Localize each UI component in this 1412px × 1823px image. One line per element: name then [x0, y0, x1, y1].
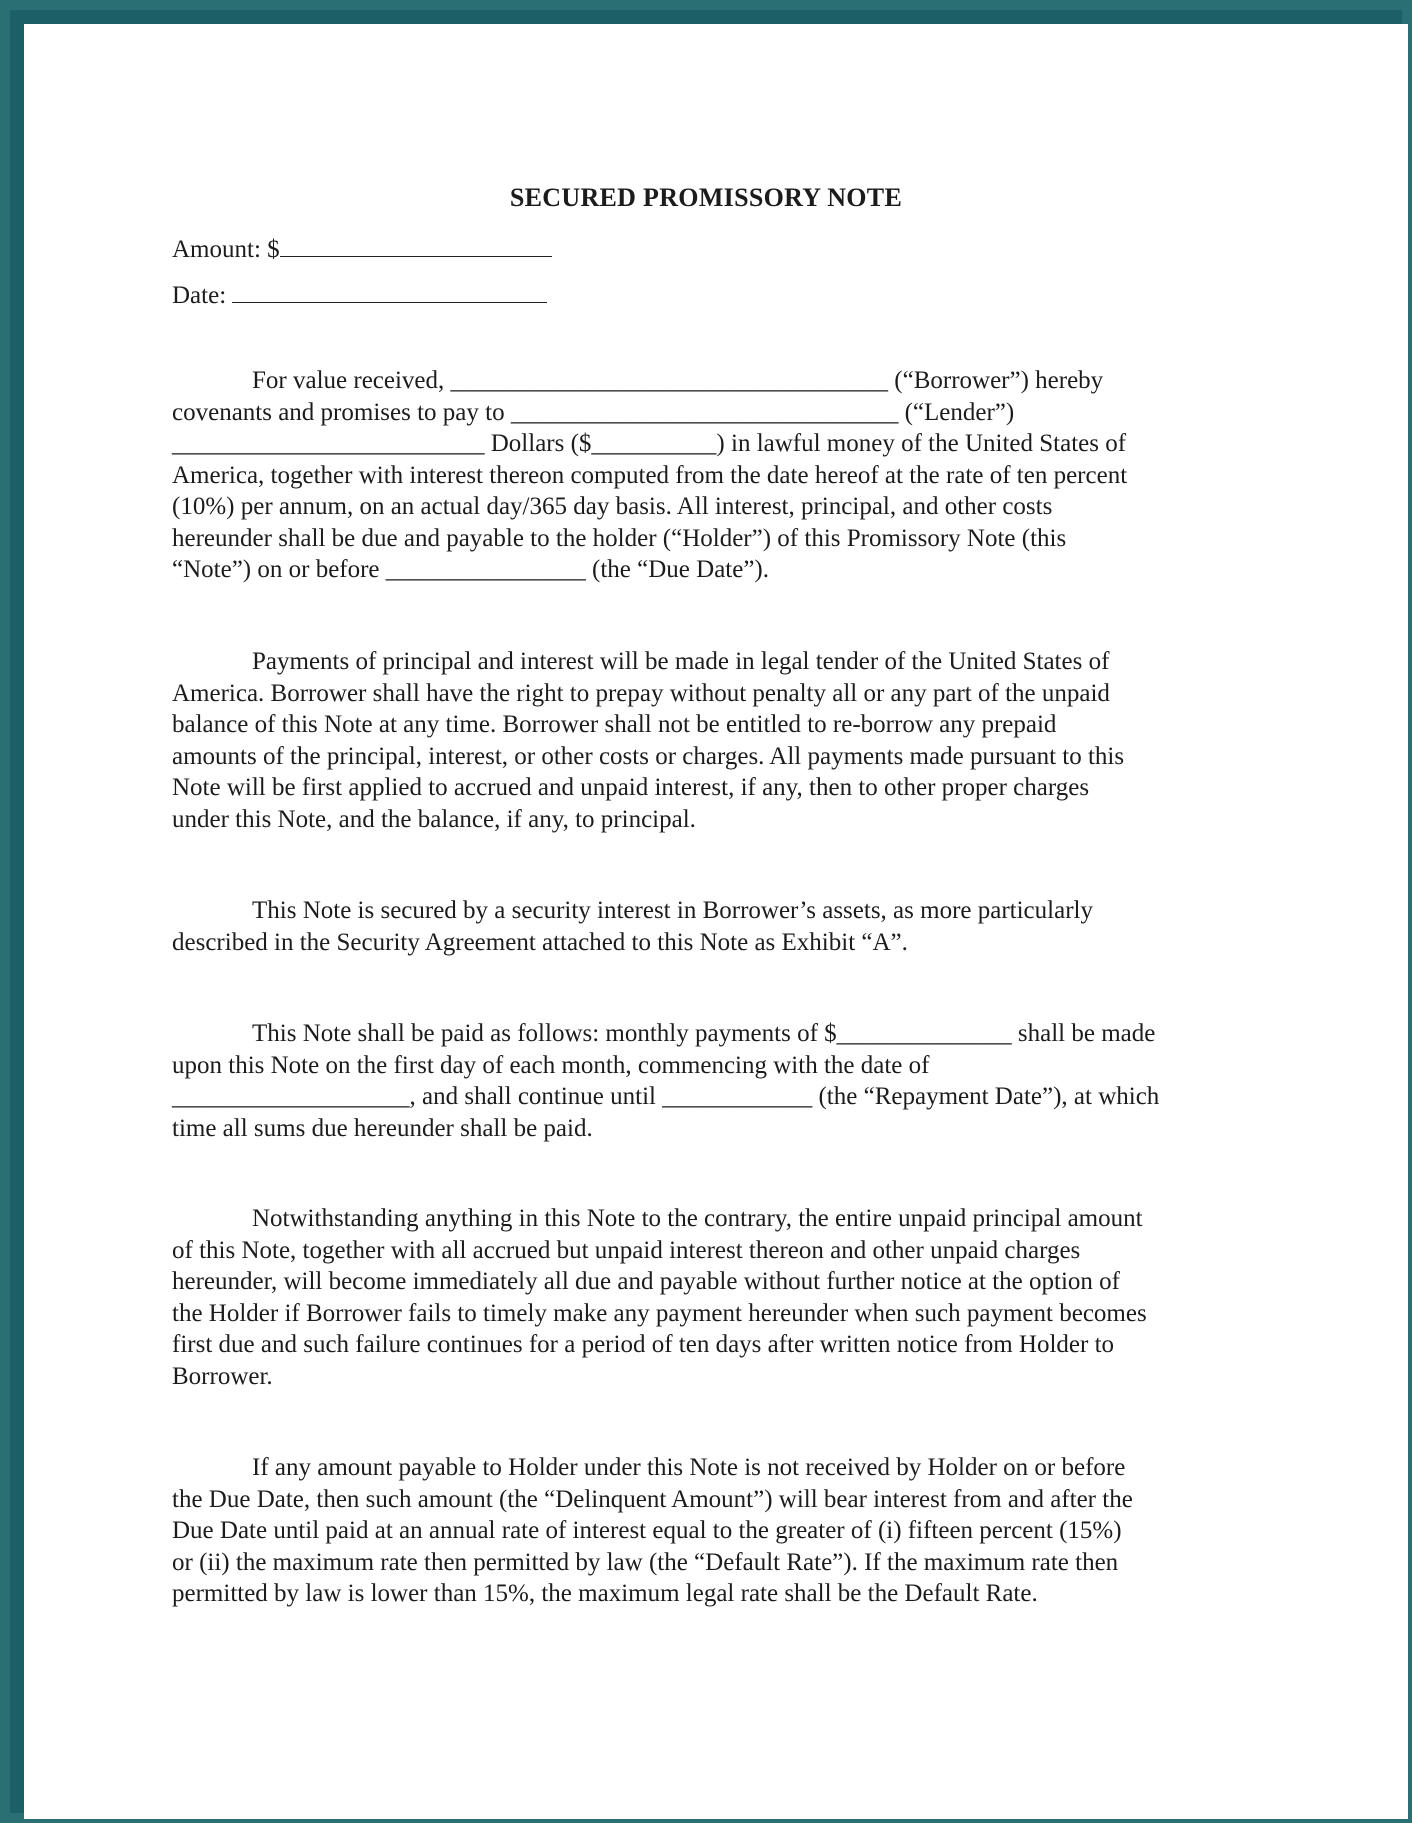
paragraph-line: time all sums due hereunder shall be paid.	[172, 1114, 593, 1142]
paragraph-line: upon this Note on the first day of each month, commencing with the date of	[172, 1051, 930, 1079]
paragraph-payments	[172, 646, 1244, 835]
paragraph-line: If any amount payable to Holder under this Note is not received by Holder on or before	[252, 1454, 1126, 1481]
paragraph-value-received	[172, 365, 1244, 586]
paragraph-line: the Due Date, then such amount (the “Delinquent Amount”) will bear interest from and after the	[172, 1485, 1133, 1513]
paragraph-line: hereunder, will become immediately all due and payable without further notice at the option of	[172, 1268, 1120, 1295]
paragraph-line: For value received, ___________________________________ (“Borrower”) hereby	[252, 367, 1104, 394]
paragraph-line: America, together with interest thereon computed from the date hereof at the rate of ten percent	[172, 461, 1128, 489]
paragraph-line: amounts of the principal, interest, or other costs or charges. All payments made pursuant to this	[172, 742, 1125, 770]
paragraph-line: covenants and promises to pay to _______________________________ (“Lender”)	[172, 398, 1015, 426]
paragraph-line: permitted by law is lower than 15%, the maximum legal rate shall be the Default Rate.	[172, 1580, 1038, 1607]
paragraph-line: Notwithstanding anything in this Note to the contrary, the entire unpaid principal amount	[252, 1205, 1143, 1232]
paragraph-line: Due Date until paid at an annual rate of interest equal to the greater of (i) fifteen percent (15%)	[172, 1517, 1122, 1544]
paragraph-line: America. Borrower shall have the right to prepay without penalty all or any part of the unpaid	[172, 679, 1110, 707]
paragraph-line: Payments of principal and interest will be made in legal tender of the United States of	[252, 648, 1110, 675]
paragraph-line: balance of this Note at any time. Borrower shall not be entitled to re-borrow any prepaid	[172, 711, 1057, 738]
paragraph-line: the Holder if Borrower fails to timely make any payment hereunder when such payment becomes	[172, 1299, 1147, 1327]
paragraph-line: described in the Security Agreement attached to this Note as Exhibit “A”.	[172, 928, 908, 956]
amount-field	[172, 232, 552, 264]
date-field	[172, 278, 547, 310]
paragraph-line: hereunder shall be due and payable to the holder (“Holder”) of this Promissory Note (this	[172, 524, 1067, 552]
amount-blank	[280, 232, 552, 257]
paragraph-line: under this Note, and the balance, if any, to principal.	[172, 805, 696, 833]
paragraph-default-rate	[172, 1452, 1244, 1610]
amount-label: Amount: $	[172, 236, 280, 263]
paragraph-line: of this Note, together with all accrued but unpaid interest thereon and other unpaid charges	[172, 1236, 1081, 1264]
date-blank	[232, 278, 547, 303]
paragraph-line: Borrower.	[172, 1362, 273, 1390]
paragraph-line: (10%) per annum, on an actual day/365 day basis. All interest, principal, and other costs	[172, 493, 1053, 520]
paragraph-line: first due and such failure continues for a period of ten days after written notice from Holder to	[172, 1331, 1115, 1358]
paragraph-line: “Note”) on or before ________________ (the “Due Date”).	[172, 556, 770, 583]
paragraph-acceleration	[172, 1203, 1244, 1392]
paragraph-line: This Note is secured by a security interest in Borrower’s assets, as more particularly	[252, 897, 1093, 924]
paragraph-payment-schedule	[172, 1018, 1244, 1144]
paragraph-line: ___________________, and shall continue until ____________ (the “Repayment Date”), at which	[172, 1083, 1160, 1110]
paragraph-line: Note will be first applied to accrued and unpaid interest, if any, then to other proper charges	[172, 774, 1090, 801]
paragraph-line: or (ii) the maximum rate then permitted by law (the “Default Rate”). If the maximum rate then	[172, 1548, 1119, 1576]
paragraph-line: This Note shall be paid as follows: monthly payments of $______________ shall be made	[252, 1020, 1156, 1047]
document-title: SECURED PROMISSORY NOTE	[509, 183, 903, 212]
paragraph-security	[172, 895, 1244, 958]
date-label: Date:	[172, 282, 227, 309]
paragraph-line: _________________________ Dollars ($__________) in lawful money of the United States of	[172, 430, 1127, 457]
